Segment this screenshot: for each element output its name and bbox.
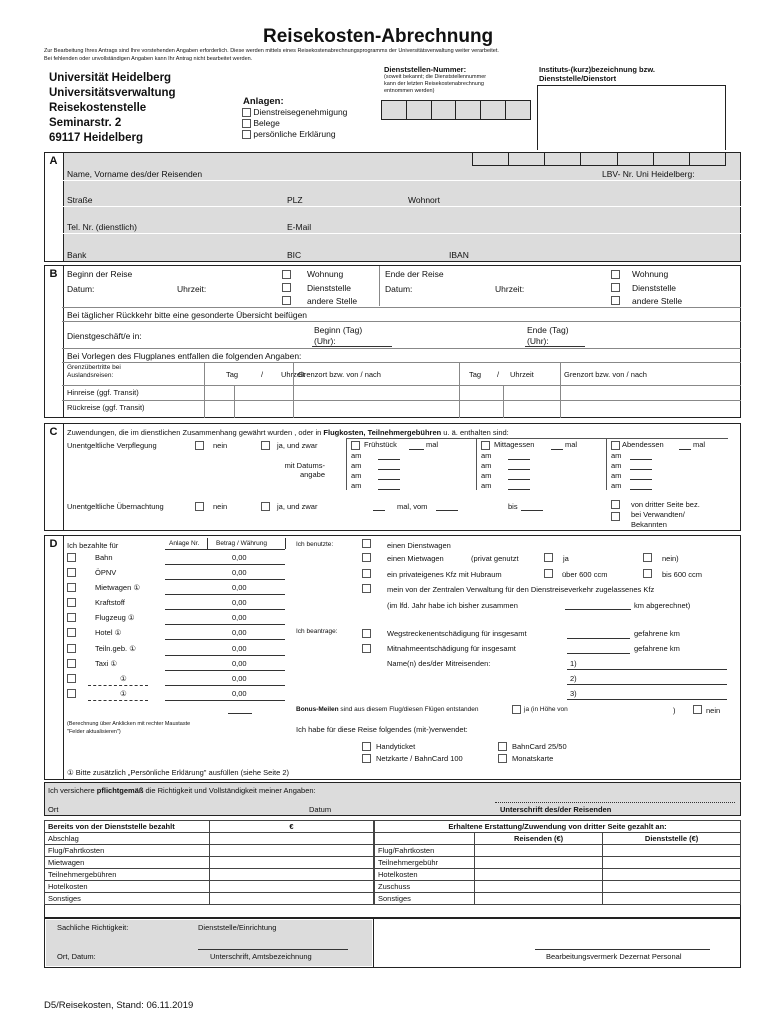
expense-name: Kraftstoff	[95, 598, 125, 607]
checkbox[interactable]	[362, 742, 371, 751]
table-cell: Flug/Fahrtkosten	[375, 845, 475, 857]
table-header: Reisenden (€)	[475, 833, 603, 845]
expense-name: Flugzeug ①	[95, 613, 135, 622]
checkbox[interactable]	[195, 441, 204, 450]
checkbox[interactable]	[67, 583, 76, 592]
slash: /	[497, 370, 500, 379]
expense-name: ①	[120, 689, 127, 698]
dritte-line: von dritter Seite bez.	[631, 500, 700, 509]
checkbox[interactable]	[611, 283, 620, 292]
table-header: Bereits von der Dienststelle bezahlt	[45, 821, 210, 833]
ende-label: Ende der Reise	[385, 269, 444, 279]
footer: D5/Reisekosten, Stand: 06.11.2019	[44, 1000, 194, 1011]
checkbox[interactable]	[67, 674, 76, 683]
jahr-label: (im lfd. Jahr habe ich bisher zusammen	[387, 601, 518, 610]
nein-label: nein	[213, 441, 228, 450]
mitreisende-3: 3)	[570, 689, 577, 698]
address-block	[49, 71, 176, 146]
am-column	[611, 451, 621, 491]
table-cell[interactable]	[210, 833, 374, 845]
checkbox[interactable]	[67, 628, 76, 637]
beantrage-label: Ich beantrage:	[296, 628, 338, 635]
fruehstueck-label: Frühstück	[364, 440, 397, 449]
andere-label: andere Stelle	[307, 296, 358, 306]
anlage-nr-header: Anlage Nr.	[169, 540, 200, 547]
table-cell: Hotelkosten	[45, 881, 210, 893]
intro-line-2: Bei fehlenden oder unvollständigen Angaben kann Ihr Antrag nicht bearbeitet werden.	[44, 56, 253, 62]
checkbox[interactable]	[498, 754, 507, 763]
table-cell[interactable]	[210, 857, 374, 869]
anlagen-item: Dienstreisegenehmigung	[253, 107, 348, 117]
bezahlt-label: Ich bezahlte für	[67, 541, 119, 550]
am: am	[611, 461, 622, 470]
dienstwagen-label: einen Dienstwagen	[387, 541, 451, 550]
expense-value: 0,00	[232, 553, 247, 562]
am: am	[481, 481, 492, 490]
table-cell: Teilnehmergebühr	[375, 857, 475, 869]
checkbox[interactable]	[351, 441, 360, 450]
datums-line: angabe	[299, 470, 325, 479]
table-cell: Teilnehmergebühren	[45, 869, 210, 881]
ja-label: ja	[563, 554, 569, 563]
slash: /	[261, 370, 264, 379]
checkbox[interactable]	[611, 441, 620, 450]
checkbox[interactable]	[67, 613, 76, 622]
bonus-bold: Bonus-Meilen	[296, 706, 339, 713]
tel-label: Tel. Nr. (dienstlich)	[67, 222, 137, 232]
checkbox[interactable]	[362, 539, 371, 548]
checkbox[interactable]	[282, 270, 291, 279]
table-cell: Flug/Fahrtkosten	[45, 845, 210, 857]
checkbox[interactable]	[261, 502, 270, 511]
expense-name: Teiln.geb. ①	[95, 644, 136, 653]
dienststelle-title: Dienststellen-Nummer:	[384, 65, 467, 74]
uhrzeit-header	[252, 370, 305, 379]
table-cell[interactable]	[210, 893, 374, 905]
abend-label: Abendessen	[622, 440, 664, 449]
monatskarte-label: Monatskarte	[512, 754, 554, 763]
table-header: Dienststelle (€)	[603, 833, 741, 845]
expense-value: 0,00	[232, 659, 247, 668]
flugplan-note: Bei Vorlegen des Flugplanes entfallen die folgenden Angaben:	[67, 351, 302, 361]
am: am	[611, 471, 622, 480]
anlagen-title: Anlagen:	[243, 96, 284, 107]
expense-value: 0,00	[232, 598, 247, 607]
gefahren-label: gefahrene km	[634, 629, 680, 638]
checkbox[interactable]	[362, 584, 371, 593]
ort-label: Ort	[48, 805, 59, 814]
grenz-line: Auslandsreisen:	[67, 372, 114, 379]
zuwendungen-intro	[67, 428, 509, 437]
hinreise-label: Hinreise (ggf. Transit)	[67, 388, 139, 397]
expense-name: Taxi ①	[95, 659, 118, 668]
checkbox[interactable]	[544, 569, 553, 578]
institut-title-2: Dienststelle/Dienstort	[539, 74, 617, 83]
expense-value: 0,00	[232, 628, 247, 637]
ende-tag: Ende (Tag)	[527, 325, 569, 335]
table-cell[interactable]	[475, 869, 603, 881]
expense-value: 0,00	[232, 568, 247, 577]
mitreisende-1: 1)	[570, 659, 577, 668]
note-line: kann der letzten Reisekostenabrechnung	[384, 81, 484, 87]
checkbox[interactable]	[544, 553, 553, 562]
expense-name: Hotel ①	[95, 628, 122, 637]
grenzort-header: Grenzort bzw. von / nach	[564, 370, 647, 379]
address-line: Seminarstr. 2	[49, 117, 122, 129]
note-line: (Berechnung über Anklicken mit rechter Maustaste	[67, 721, 191, 727]
checkbox[interactable]	[67, 568, 76, 577]
malvom-label: mal, vom	[397, 502, 428, 511]
benutzte-label: Ich benutzte:	[296, 541, 334, 548]
mitnahme-label: Mitnahmeentschädigung für insgesamt	[387, 644, 516, 653]
mitreisende-label: Name(n) des/der Mitreisenden:	[387, 659, 491, 668]
geschaeft-label: Dienstgeschäft/e in:	[67, 331, 142, 341]
expense-name: Bahn	[95, 553, 113, 562]
note-line: (soweit bekannt; die Dienststellennummer	[384, 74, 487, 80]
uhrzeit-header: Uhrzeit	[510, 370, 534, 379]
anlagen-list	[242, 107, 347, 140]
anlagen-item: Belege	[253, 118, 280, 128]
table-cell[interactable]	[475, 893, 603, 905]
checkbox[interactable]	[693, 705, 702, 714]
checkbox[interactable]	[67, 553, 76, 562]
table-header: €	[210, 821, 374, 833]
jazwar-label: ja, und zwar	[277, 441, 318, 450]
lbv-label: LBV- Nr. Uni Heidelberg:	[602, 169, 695, 179]
expense-name: ÖPNV	[95, 568, 117, 577]
am: am	[481, 451, 492, 460]
am: am	[481, 461, 492, 470]
mal-label: mal	[565, 440, 578, 449]
table-cell: Mietwagen	[45, 857, 210, 869]
gefahren-label: gefahrene km	[634, 644, 680, 653]
checkbox[interactable]	[362, 754, 371, 763]
bonus-nein-label: nein	[706, 706, 721, 715]
wegstrecke-label: Wegstreckenentschädigung für insgesamt	[387, 629, 527, 638]
checkbox[interactable]	[282, 296, 291, 305]
datums-line: mit Datums-	[284, 461, 325, 470]
table-cell[interactable]	[475, 845, 603, 857]
wohnung-label: Wohnung	[632, 269, 669, 279]
ende-uhrzeit: Uhrzeit:	[495, 284, 525, 294]
lbv-number-field[interactable]	[472, 152, 726, 166]
handyticket-label: Handyticket	[376, 742, 416, 751]
checkbox[interactable]	[498, 742, 507, 751]
vers-text: die Richtigkeit und Vollständigkeit meiner Angaben:	[143, 786, 316, 795]
checkbox[interactable]	[362, 569, 371, 578]
intro-line-1: Zur Bearbeitung Ihres Antrags sind Ihre vorstehenden Angaben erforderlich. Diese werden mittels eines Reisekostenabrechnungsprogramms der Universitätsverwaltung weiter verarbeitet.	[44, 48, 499, 54]
table-cell[interactable]	[210, 881, 374, 893]
taeglich-note: Bei täglicher Rückkehr bitte eine gesonderte Übersicht beifügen	[67, 310, 308, 320]
strasse-label: Straße	[67, 195, 93, 205]
rueckreise-label: Rückreise (ggf. Transit)	[67, 403, 145, 412]
vers-bold: pflichtgemäß	[96, 786, 144, 795]
versicherung-text	[48, 786, 316, 795]
checkbox[interactable]	[67, 644, 76, 653]
ende-datum: Datum:	[385, 284, 413, 294]
institut-title: Instituts-(kurz)bezeichnung bzw.	[539, 65, 655, 74]
grenz-label	[67, 364, 121, 380]
mal-label: mal	[693, 440, 706, 449]
table-cell[interactable]	[603, 869, 741, 881]
note-line: "Felder aktualisieren")	[67, 729, 121, 735]
mittag-label: Mittagessen	[494, 440, 535, 449]
erstattung-table	[374, 820, 741, 905]
iban-label: IBAN	[449, 250, 469, 260]
kmab-label: km abgerechnet)	[634, 601, 691, 610]
expense-name: Mietwagen ①	[95, 583, 141, 592]
table-cell[interactable]	[210, 845, 374, 857]
checkbox[interactable]	[611, 296, 620, 305]
checkbox[interactable]	[362, 644, 371, 653]
dienststelle-number-field[interactable]	[381, 100, 531, 120]
bahncard-label: BahnCard 25/50	[512, 742, 567, 751]
beginn-datum: Datum:	[67, 284, 95, 294]
table-cell: Sonstiges	[45, 893, 210, 905]
section-label: C	[49, 426, 58, 438]
am: am	[351, 481, 362, 490]
ende-uhr: (Uhr):	[527, 336, 549, 346]
checkbox[interactable]	[282, 283, 291, 292]
page-title: Reisekosten-Abrechnung	[263, 26, 494, 47]
checkbox[interactable]	[512, 705, 521, 714]
beginn-label: Beginn der Reise	[67, 269, 133, 279]
grenz-line: Grenzübertritte bei	[67, 364, 121, 371]
uhrzeit-text: Uhrzeit	[281, 370, 305, 379]
am: am	[351, 471, 362, 480]
hinweis-text: ① Bitte zusätzlich „Persönliche Erklärung" ausfüllen (siehe Seite 2)	[67, 768, 289, 777]
am: am	[611, 481, 622, 490]
nein-label: nein)	[662, 554, 679, 563]
wohnort-label: Wohnort	[408, 195, 440, 205]
wohnung-label: Wohnung	[307, 269, 344, 279]
privat-label: (privat genutzt	[471, 554, 519, 563]
berechnung-note	[67, 720, 190, 736]
mietwagen-label: einen Mietwagen	[387, 554, 444, 563]
table-header: Erhaltene Erstattung/Zuwendung von dritter Seite gezahlt an:	[375, 821, 741, 833]
section-label: A	[49, 155, 58, 167]
expense-value: 0,00	[232, 613, 247, 622]
pkw-label: ein privateigenes Kfz mit Hubraum	[387, 570, 502, 579]
nein-label: nein	[213, 502, 228, 511]
anlagen-item: persönliche Erklärung	[253, 129, 336, 139]
datumsangabe	[277, 461, 325, 479]
bis600-label: bis 600 ccm	[662, 570, 703, 579]
zentral-label: mein von der Zentralen Verwaltung für den Dienstreiseverkehr zugelassenes Kfz	[387, 585, 655, 594]
expense-value: 0,00	[232, 689, 247, 698]
datum-label: Datum	[309, 805, 332, 814]
bonus-ja-label: ja (in Höhe von	[524, 706, 568, 713]
address-line: 69117 Heidelberg	[49, 132, 143, 144]
expense-value: 0,00	[232, 674, 247, 683]
bereits-bezahlt-table	[44, 820, 374, 905]
vers-text: Ich versichere	[48, 786, 97, 795]
checkbox[interactable]	[67, 598, 76, 607]
table-cell[interactable]	[603, 893, 741, 905]
table-cell: Zuschuss	[375, 881, 475, 893]
tag-header: Tag	[469, 370, 482, 379]
expense-value: 0,00	[232, 644, 247, 653]
bank-label: Bank	[67, 250, 87, 260]
checkbox[interactable]	[362, 553, 371, 562]
checkbox[interactable]	[242, 108, 251, 117]
dienststelle-label: Dienststelle	[632, 283, 676, 293]
am: am	[611, 451, 622, 460]
am: am	[481, 471, 492, 480]
ort-datum-label: Ort, Datum:	[57, 952, 96, 961]
am-column	[351, 451, 361, 491]
bic-label: BIC	[287, 250, 302, 260]
bonus-close: )	[673, 706, 676, 715]
table-cell	[375, 833, 475, 845]
mitreisende-2: 2)	[570, 674, 577, 683]
beginn-uhrzeit: Uhrzeit:	[177, 284, 207, 294]
expense-value: 0,00	[232, 583, 247, 592]
am: am	[351, 461, 362, 470]
jazwar-label: ja, und zwar	[277, 502, 318, 511]
checkbox[interactable]	[195, 502, 204, 511]
table-cell[interactable]	[603, 857, 741, 869]
beginn-tag: Beginn (Tag)	[314, 325, 363, 335]
table-cell[interactable]	[475, 857, 603, 869]
institut-field[interactable]	[537, 85, 726, 150]
checkbox[interactable]	[611, 512, 620, 521]
meal-grid	[346, 438, 728, 490]
am: am	[351, 451, 362, 460]
bonus-text: sind aus diesem Flug/diesen Flügen entstanden	[338, 706, 479, 713]
intro-bold: Flugkosten, Teilnehmergebühren	[323, 428, 442, 437]
grenzort-header: Grenzort bzw. von / nach	[298, 370, 381, 379]
table-cell[interactable]	[210, 869, 374, 881]
dienststelle-label: Dienststelle	[307, 283, 351, 293]
beginn-uhr: (Uhr):	[314, 336, 336, 346]
verpflegung-label: Unentgeltliche Verpflegung	[67, 441, 157, 450]
checkbox[interactable]	[611, 500, 620, 509]
checkbox[interactable]	[242, 130, 251, 139]
address-line: Reisekostenstelle	[49, 102, 147, 114]
sachlich-label: Sachliche Richtigkeit:	[57, 923, 129, 932]
note-line: entnommen werden)	[384, 88, 435, 94]
tag-header: Tag	[226, 370, 239, 379]
verwendet-label: Ich habe für diese Reise folgendes (mit-)verwendet:	[296, 725, 468, 734]
am-column	[481, 451, 491, 491]
betrag-header: Betrag / Währung	[216, 540, 267, 547]
table-cell: Sonstiges	[375, 893, 475, 905]
table-cell[interactable]	[603, 881, 741, 893]
netzkarte-label: Netzkarte / BahnCard 100	[376, 754, 463, 763]
intro-text: u. ä. enthalten sind:	[441, 428, 509, 437]
address-line: Universität Heidelberg	[49, 72, 172, 84]
checkbox[interactable]	[643, 569, 652, 578]
checkbox[interactable]	[611, 270, 620, 279]
mal-label: mal	[426, 440, 439, 449]
bonus-meilen-text	[296, 706, 478, 713]
email-label: E-Mail	[287, 222, 312, 232]
amtsbezeichnung-label: Unterschrift, Amtsbezeichnung	[210, 952, 312, 961]
expense-name: ①	[120, 674, 127, 683]
table-cell[interactable]	[475, 881, 603, 893]
section-label: B	[49, 268, 58, 280]
unterschrift-label: Unterschrift des/der Reisenden	[500, 805, 612, 814]
bearbeitungsvermerk-label: Bearbeitungsvermerk Dezernat Personal	[546, 952, 682, 961]
plz-label: PLZ	[287, 195, 303, 205]
checkbox[interactable]	[67, 659, 76, 668]
checkbox[interactable]	[643, 553, 652, 562]
dienststelle-einrichtung: Dienststelle/Einrichtung	[198, 923, 277, 932]
checkbox[interactable]	[67, 689, 76, 698]
uebernachtung-label: Unentgeltliche Übernachtung	[67, 502, 164, 511]
section-label: D	[49, 538, 58, 550]
dritte-line: bei Verwandten/	[631, 510, 685, 519]
table-cell[interactable]	[603, 845, 741, 857]
checkbox[interactable]	[362, 629, 371, 638]
checkbox[interactable]	[261, 441, 270, 450]
table-cell: Hotelkosten	[375, 869, 475, 881]
checkbox[interactable]	[242, 119, 251, 128]
table-cell: Abschlag	[45, 833, 210, 845]
name-label: Name, Vorname des/der Reisenden	[67, 169, 203, 179]
address-line: Universitätsverwaltung	[49, 87, 176, 99]
checkbox[interactable]	[481, 441, 490, 450]
intro-text: Zuwendungen, die im dienstlichen Zusammenhang gewährt wurden , oder in	[67, 428, 324, 437]
dritte-seite-label	[631, 500, 700, 530]
bis-label: bis	[508, 502, 518, 511]
dritte-line: Bekannten	[631, 520, 667, 529]
dienststelle-note	[384, 74, 486, 95]
andere-label: andere Stelle	[632, 296, 683, 306]
ueber600-label: über 600 ccm	[562, 570, 608, 579]
